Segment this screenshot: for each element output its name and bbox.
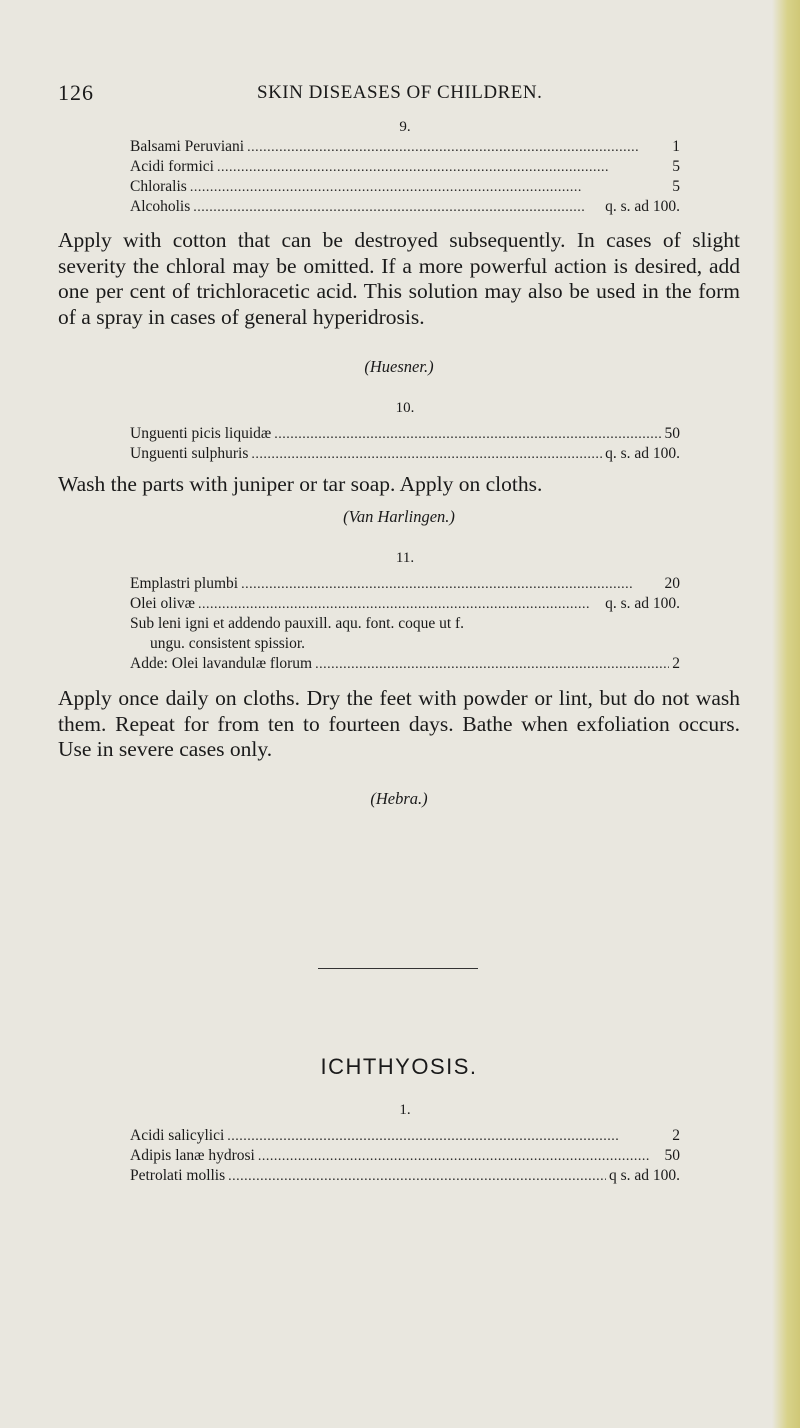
recipe-9 bbox=[130, 117, 680, 217]
recipe-10-instructions: Wash the parts with juniper or tar soap. Apply on cloths. bbox=[58, 472, 543, 496]
running-title: SKIN DISEASES OF CHILDREN. bbox=[257, 82, 543, 103]
ingredient-row bbox=[130, 444, 680, 464]
ingredient-row bbox=[130, 137, 680, 157]
leader-dots bbox=[190, 177, 669, 198]
leader-dots bbox=[258, 1146, 662, 1167]
ingredient-row bbox=[130, 177, 680, 197]
recipe-number: 11. bbox=[395, 550, 415, 566]
recipe-11 bbox=[130, 548, 680, 674]
ingredient-row bbox=[130, 1166, 680, 1186]
ingredient-name: Acidi formici bbox=[130, 158, 214, 175]
ingredient-qty: q s. ad 100. bbox=[608, 1167, 680, 1184]
ingredient-row bbox=[130, 574, 680, 594]
leader-dots bbox=[227, 1126, 669, 1147]
recipe-11-instructions: Apply once daily on cloths. Dry the feet with powder or lint, but do not wash them. Repeat for from ten to fourteen days. Bathe when exfoliation occurs. Use in severe cases only. bbox=[58, 686, 740, 762]
recipe-10-attribution: (Van Harlingen.) bbox=[343, 507, 455, 526]
ingredient-name: Unguenti picis liquidæ bbox=[130, 425, 272, 442]
ingredient-row bbox=[130, 1146, 680, 1166]
leader-dots bbox=[274, 424, 661, 445]
ingredient-qty: 50 bbox=[664, 425, 680, 442]
recipe-9-instructions: Apply with cotton that can be destroyed subsequently. In cases of slight severity the chloral may be omitted. If a more powerful action is desired, add one per cent of trichloracetic acid. This solution may also be used in the form of a spray in cases of general hyperidrosis. bbox=[58, 228, 740, 329]
leader-dots bbox=[247, 137, 669, 158]
ingredient-qty: 20 bbox=[664, 575, 680, 592]
leader-dots bbox=[241, 574, 661, 595]
ingredient-name: Emplastri plumbi bbox=[130, 575, 239, 592]
leader-dots bbox=[217, 157, 669, 178]
leader-dots bbox=[315, 654, 669, 675]
leader-dots bbox=[193, 197, 602, 218]
leader-dots bbox=[251, 444, 602, 465]
ingredient-row bbox=[130, 1126, 680, 1146]
ingredient-qty: 5 bbox=[672, 158, 680, 175]
ingredient-qty: 50 bbox=[664, 1147, 680, 1164]
ingredient-row bbox=[130, 594, 680, 614]
ingredient-name: Alcoholis bbox=[130, 198, 191, 215]
ingredient-row bbox=[130, 424, 680, 444]
recipe-number: 9. bbox=[399, 119, 411, 135]
ingredient-name: Acidi salicylici bbox=[130, 1127, 225, 1144]
ingredient-qty: q. s. ad 100. bbox=[605, 198, 680, 215]
ingredient-qty: 5 bbox=[672, 178, 680, 195]
page-edge bbox=[772, 0, 800, 1428]
ingredient-row bbox=[130, 197, 680, 217]
ingredient-name: Adde: Olei lavandulæ florum bbox=[130, 655, 313, 672]
ingredient-row bbox=[130, 157, 680, 177]
ingredient-qty: 2 bbox=[672, 1127, 680, 1144]
preparation-note-continued: ungu. consistent spissior. bbox=[150, 635, 306, 652]
ingredient-name: Petrolati mollis bbox=[130, 1167, 226, 1184]
preparation-note: Sub leni igni et addendo pauxill. aqu. font. coque ut f. bbox=[130, 615, 465, 632]
ingredient-qty: q. s. ad 100. bbox=[605, 595, 680, 612]
ingredient-name: Adipis lanæ hydrosi bbox=[130, 1147, 255, 1164]
recipe-number: 1. bbox=[399, 1102, 411, 1118]
ingredient-row bbox=[130, 654, 680, 674]
recipe-number: 10. bbox=[395, 400, 415, 416]
page-header bbox=[58, 80, 738, 110]
ingredient-qty: 2 bbox=[672, 655, 680, 672]
ingredient-name: Olei olivæ bbox=[130, 595, 196, 612]
recipe-10 bbox=[130, 398, 680, 464]
ingredient-name: Balsami Peruviani bbox=[130, 138, 245, 155]
ingredient-qty: q. s. ad 100. bbox=[605, 445, 680, 462]
ichthyosis-recipe-1 bbox=[130, 1100, 680, 1186]
recipe-11-attribution: (Hebra.) bbox=[370, 789, 428, 808]
recipe-9-attribution: (Huesner.) bbox=[364, 357, 434, 376]
section-heading: ICHTHYOSIS. bbox=[320, 1054, 478, 1079]
ingredient-name: Unguenti sulphuris bbox=[130, 445, 249, 462]
ingredient-name: Chloralis bbox=[130, 178, 187, 195]
section-divider bbox=[318, 968, 478, 969]
page-number: 126 bbox=[58, 80, 94, 105]
leader-dots bbox=[198, 594, 602, 615]
leader-dots bbox=[228, 1166, 606, 1187]
ingredient-qty: 1 bbox=[672, 138, 680, 155]
